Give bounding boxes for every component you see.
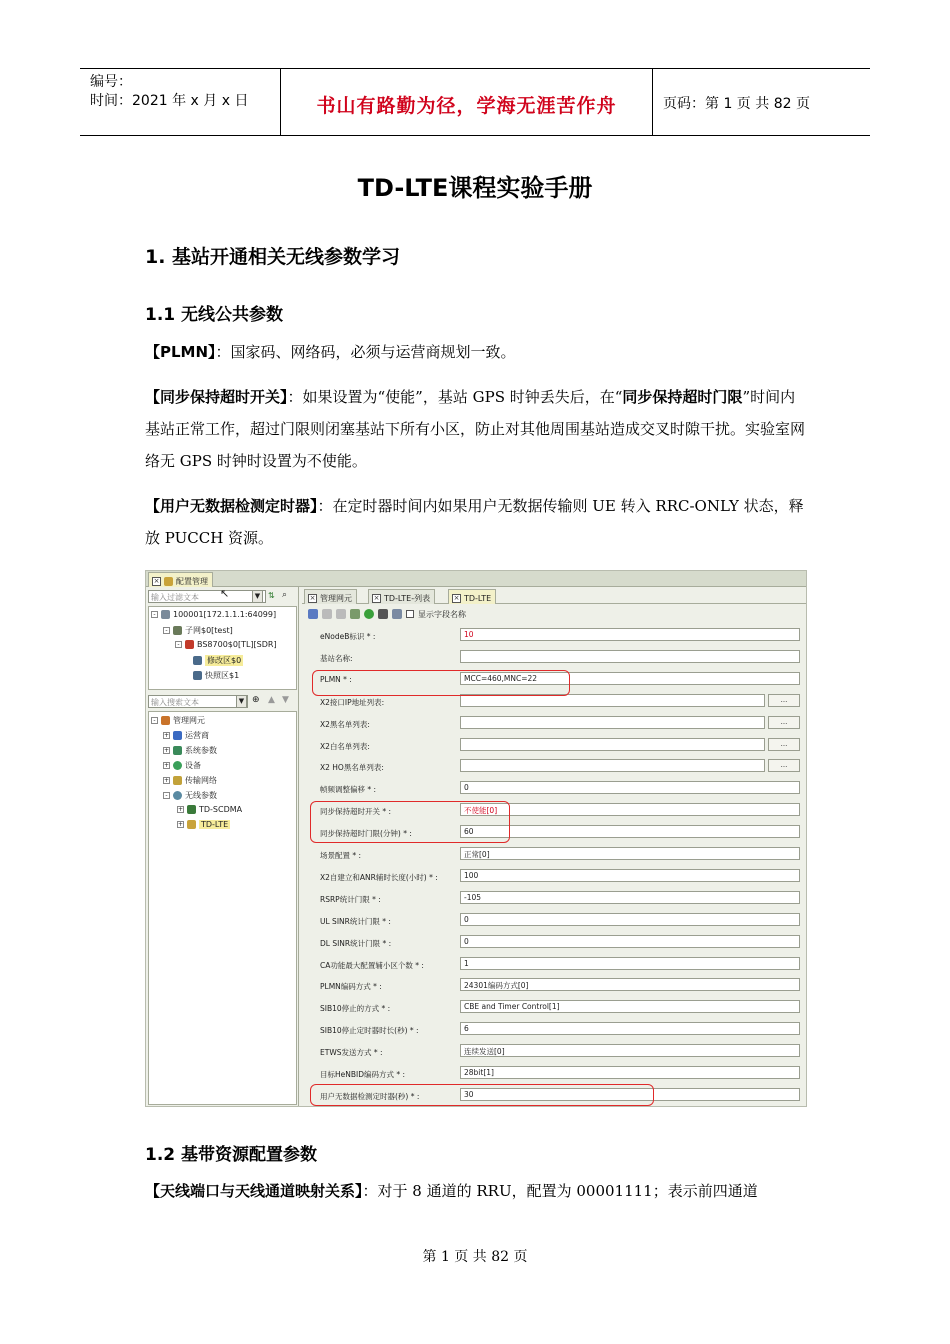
form-row (310, 756, 807, 778)
form-row (310, 888, 807, 910)
header-motto: 书山有路勤为径，学海无涯苦作舟 (281, 69, 653, 135)
page-footer: 第 1 页 共 82 页 (422, 1249, 528, 1265)
area-icon (193, 671, 202, 680)
tab-managed-element[interactable] (304, 589, 357, 604)
tree-node-managed-element[interactable] (151, 715, 205, 726)
section-heading-1-2: 1.2 基带资源配置参数 (145, 1145, 318, 1165)
form-row-label: PLMN编码方式 * : (320, 982, 382, 992)
form-row-value[interactable]: CBE and Timer Control[1] (460, 1000, 800, 1013)
header-time-label: 时间：2021 年 x 月 x 日 (90, 93, 249, 109)
parameter-form (310, 625, 807, 1105)
tree-node-label: TD-LTE (201, 820, 229, 829)
paragraph-inactivity-timer (145, 490, 810, 554)
form-row (310, 844, 807, 866)
expand-icon[interactable]: + (164, 762, 170, 769)
browse-button[interactable]: ... (768, 716, 800, 729)
form-row-value[interactable] (460, 738, 765, 751)
td-scdma-icon (187, 805, 196, 814)
form-row-label: 目标HeNBID编码方式 * : (320, 1070, 406, 1079)
page-header (80, 68, 870, 136)
tab-label: TD-LTE (464, 593, 492, 603)
form-row-label: 帧频调整偏移 * : (320, 785, 377, 795)
form-row-value[interactable] (460, 759, 765, 772)
collapse-icon[interactable]: - (151, 717, 158, 724)
form-row-value[interactable]: 1 (460, 957, 800, 970)
form-row (310, 1063, 807, 1085)
tree-node-label: 运营商 (185, 731, 209, 740)
expand-icon[interactable]: + (164, 732, 170, 739)
form-row-label: X2自建立和ANR辅时长度(小时) * : (320, 872, 438, 882)
cursor-icon: ↖ (220, 587, 230, 600)
subnet-icon (173, 626, 182, 635)
form-row-label: X2 HO黑名单列表: (320, 763, 384, 773)
form-row (310, 997, 807, 1019)
section-heading-1-1: 1.1 无线公共参数 (145, 305, 284, 325)
form-row-value[interactable]: 正常[0] (460, 847, 800, 860)
section-heading-1: 1. 基站开通相关无线参数学习 (145, 246, 401, 268)
tree-node-label: 传输网络 (185, 776, 217, 785)
expand-icon[interactable]: + (178, 806, 184, 813)
form-row-label: ETWS发送方式 * : (320, 1048, 383, 1058)
form-row-value[interactable]: 24301编码方式[0] (460, 978, 800, 991)
sub-tab-bar (302, 589, 807, 604)
header-number-label: 编号： (90, 74, 132, 90)
tab-td-lte[interactable] (448, 589, 496, 604)
header-page-info: 页码：第 1 页 共 82 页 (663, 96, 810, 112)
form-row (310, 625, 807, 647)
paragraph-antenna-mapping (145, 1175, 810, 1207)
form-row (310, 713, 807, 735)
close-icon[interactable]: × (153, 576, 160, 585)
form-row-label: X2黑名单列表: (320, 719, 370, 729)
text-antenna-mapping: ：对于 8 通道的 RRU，配置为 00001111；表示前四通道 (362, 1182, 758, 1200)
arrow-down-icon[interactable]: ▼ (282, 695, 289, 705)
tree-node-modify-area[interactable] (193, 655, 243, 666)
text-sync-2: ”时间内基站正常工作，超过门限则闭塞基站下所有小区，防止对其他周围基站造成交叉时隙干扰。实验室网络无 GPS 时钟时设置为不使能。 (145, 388, 806, 470)
close-icon[interactable]: × (373, 593, 380, 602)
collapse-icon[interactable]: - (163, 627, 170, 634)
text-plmn: ：国家码、网络码，必须与运营商规划一致。 (215, 343, 516, 361)
form-row-label: UL SINR统计门限 * : (320, 916, 391, 926)
refresh-icon[interactable]: ⇅ (268, 591, 275, 600)
form-row-value[interactable]: 不使能[0] (460, 803, 800, 816)
browse-button[interactable]: ... (768, 759, 800, 772)
tree-node-label: 设备 (185, 761, 201, 770)
text-inactivity-timer: ：在定时器时间内如果用户无数据传输则 UE 转入 RRC-ONLY 状态，释放 PUCCH 资源。 (145, 497, 804, 547)
arrow-up-icon[interactable]: ▲ (268, 695, 275, 705)
form-row (310, 954, 807, 976)
form-row (310, 1019, 807, 1041)
copy-icon[interactable] (350, 609, 360, 619)
form-row-label: 用户无数据检测定时器(秒) * : (320, 1091, 420, 1101)
form-row-value[interactable] (460, 650, 800, 663)
td-lte-icon (187, 820, 196, 829)
form-row-value[interactable]: 0 (460, 781, 800, 794)
term-inactivity-timer: 【用户无数据检测定时器】 (145, 497, 318, 515)
form-row-label: DL SINR统计门限 * : (320, 938, 392, 948)
browse-button[interactable]: ... (768, 738, 800, 751)
form-row (310, 866, 807, 888)
form-row-value[interactable]: 28bit[1] (460, 1066, 800, 1079)
form-row-label: 同步保持超时开关 * : (320, 807, 392, 817)
expand-icon[interactable]: + (178, 821, 184, 828)
tree-node-label: 子网$0[test] (185, 626, 233, 635)
radio-icon (173, 791, 182, 800)
tree-node-label: BS8700$0[TL][SDR] (197, 640, 277, 649)
form-row-label: eNodeB标识 * : (320, 632, 376, 641)
form-row-label: 场景配置 * : (320, 851, 362, 860)
tree-node-label: 修改区$0 (207, 656, 242, 665)
embedded-screenshot (145, 570, 807, 1107)
close-icon[interactable]: × (309, 593, 316, 602)
tab-label: TD-LTE-列表 (384, 593, 431, 603)
form-row-label: RSRP统计门限 * : (320, 894, 381, 904)
form-row-label: 基站名称: (320, 653, 353, 663)
tab-label: 管理网元 (320, 593, 352, 603)
text-sync-1: ：如果设置为“使能”，基站 GPS 时钟丢失后，在“ (287, 388, 623, 406)
config-icon (164, 577, 173, 586)
form-row (310, 647, 807, 669)
edit-icon[interactable] (308, 609, 318, 619)
tree-node-system-params[interactable] (163, 745, 217, 756)
tree-node-label: 管理网元 (173, 716, 205, 725)
tree-node-subnet[interactable] (163, 625, 233, 636)
form-row (310, 1041, 807, 1063)
form-row-label: CA功能最大配置辅小区个数 * : (320, 960, 424, 970)
transport-icon (173, 776, 182, 785)
form-row (310, 975, 807, 997)
search-input[interactable]: 输入搜索文本 (148, 695, 248, 708)
tree-node-equipment[interactable] (163, 760, 201, 771)
show-field-name-checkbox[interactable] (406, 610, 414, 618)
tab-td-lte-list[interactable] (368, 589, 435, 604)
form-toolbar (308, 607, 466, 621)
tree-node-bs[interactable] (175, 640, 277, 649)
refresh-icon[interactable] (364, 609, 374, 619)
term-sync-threshold: 同步保持超时门限 (622, 388, 743, 406)
document-title: TD-LTE课程实验手册 (357, 174, 593, 202)
form-row-value[interactable]: MCC=460,MNC=22 (460, 672, 800, 685)
close-icon[interactable]: × (453, 593, 460, 602)
form-row-value[interactable]: 60 (460, 825, 800, 838)
area-icon (193, 656, 202, 665)
equipment-icon (173, 761, 182, 770)
tab-config-management[interactable] (148, 572, 213, 587)
form-row-value[interactable]: 100 (460, 869, 800, 882)
tree-node-label: 100001[172.1.1.1:64099] (173, 610, 277, 619)
tree-node-td-lte[interactable] (177, 820, 230, 829)
operator-icon (173, 731, 182, 740)
chevron-down-icon[interactable]: ▼ (236, 695, 247, 708)
tree-node-transport[interactable] (163, 775, 217, 786)
system-icon (173, 746, 182, 755)
binoculars-icon[interactable] (378, 609, 388, 619)
form-row (310, 932, 807, 954)
form-row-label: SIB10停止定时器时长(秒) * : (320, 1026, 419, 1036)
network-tree (148, 606, 297, 690)
tree-node-radio-params[interactable] (163, 790, 217, 801)
form-row-label: 同步保持超时门限(分钟) * : (320, 829, 412, 839)
paragraph-plmn (145, 336, 810, 368)
main-tab-bar (146, 571, 807, 587)
browse-button[interactable]: ... (768, 694, 800, 707)
form-row-value[interactable]: 连续发送[0] (460, 1044, 800, 1057)
highlight-inactivity-timer (310, 1084, 654, 1106)
tree-node-label: 快照区$1 (205, 671, 240, 680)
collapse-icon[interactable]: - (163, 792, 170, 799)
collapse-icon[interactable]: - (151, 611, 158, 618)
term-sync-switch: 【同步保持超时开关】 (145, 388, 288, 406)
term-plmn: 【PLMN】 (145, 343, 216, 361)
form-row-label: SIB10停止的方式 * : (320, 1004, 391, 1014)
network-element-icon (161, 716, 170, 725)
form-row-label: X2白名单列表: (320, 741, 370, 751)
content-pane (302, 587, 807, 1107)
expand-icon[interactable]: + (164, 747, 170, 754)
term-antenna-mapping: 【天线端口与天线通道映射关系】 (145, 1182, 363, 1200)
chevron-down-icon[interactable]: ▼ (252, 590, 263, 603)
form-row-value[interactable]: 0 (460, 913, 800, 926)
tree-node-operator[interactable] (163, 730, 209, 741)
tree-node-label: 系统参数 (185, 746, 217, 755)
binoculars-icon[interactable]: ⊕ (252, 695, 260, 705)
filter-input[interactable]: 输入过滤文本 (148, 590, 266, 603)
parameter-tree (148, 711, 297, 1105)
form-row (310, 735, 807, 757)
form-row-value[interactable]: 30 (460, 1088, 800, 1101)
search-icon[interactable]: ⌕ (282, 590, 288, 600)
navigation-pane (146, 587, 299, 1107)
undo-icon[interactable] (322, 609, 332, 619)
collapse-icon[interactable]: - (175, 641, 182, 648)
expand-icon[interactable]: + (164, 777, 170, 784)
print-icon[interactable] (392, 609, 402, 619)
paragraph-sync-timeout (145, 381, 810, 477)
form-row (310, 778, 807, 800)
save-icon[interactable] (336, 609, 346, 619)
show-field-name-label: 显示字段名称 (418, 609, 466, 619)
form-row (310, 910, 807, 932)
highlight-sync (310, 801, 510, 843)
form-row-value[interactable]: 0 (460, 935, 800, 948)
form-row-value[interactable]: 6 (460, 1022, 800, 1035)
tree-node-label: TD-SCDMA (199, 805, 243, 814)
form-row-value[interactable] (460, 716, 765, 729)
header-left-cell (80, 69, 281, 135)
basestation-icon (185, 640, 194, 649)
form-row-value[interactable]: 10 (460, 628, 800, 641)
form-row-label: X2接口IP地址列表: (320, 697, 385, 707)
tree-node-label: 无线参数 (185, 791, 217, 800)
tab-config-management-label: 配置管理 (176, 576, 208, 586)
highlight-plmn (312, 670, 570, 696)
server-icon (161, 610, 170, 619)
tree-node-snapshot-area[interactable] (193, 670, 239, 681)
tree-node-td-scdma[interactable] (177, 805, 242, 814)
form-row-label: PLMN * : (320, 674, 352, 684)
form-row-value[interactable]: -105 (460, 891, 800, 904)
tree-node-root[interactable] (151, 610, 276, 619)
